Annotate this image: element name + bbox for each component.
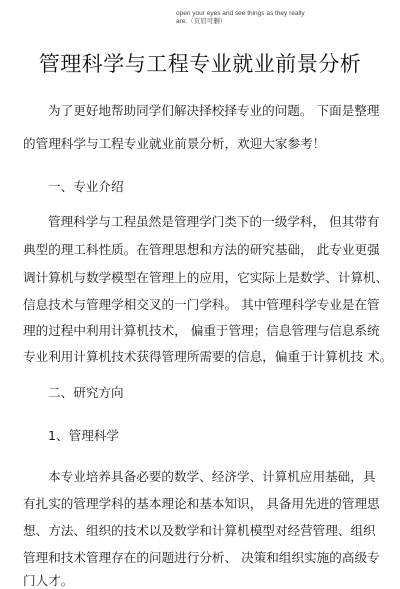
section-2-line: 本专业培养具备必要的数学、经济学、计算机应用基础，具	[48, 469, 376, 484]
subsection-1-heading: 1、管理科学	[48, 428, 119, 443]
section-1-line: 调计算机与数学模型在管理上的应用，它实际上是数学、计算机、	[23, 270, 389, 285]
section-2-line: 门人才。	[23, 573, 74, 588]
document-title: 管理科学与工程专业就业前景分析	[38, 52, 362, 76]
section-1-line: 管理科学与工程虽然是管理学门类下的一级学科， 但其带有	[48, 214, 380, 229]
section-2-line: 管理和技术管理存在的问题进行分析、 决策和组织实施的高级专	[23, 550, 380, 565]
section-1-line: 理的过程中利用计算机技术， 偏重于管理；信息管理与信息系统	[23, 323, 380, 338]
section-2-line: 有扎实的管理学科的基本理论和基本知识， 具备用先进的管理思	[23, 496, 380, 511]
section-1-line: 典型的理工科性质。在管理思想和方法的研究基础， 此专业更强	[23, 242, 380, 257]
header-note-line-2: are.（页眉可删）	[176, 18, 227, 25]
header-note	[176, 10, 336, 26]
section-1-heading: 一、专业介绍	[48, 179, 124, 194]
intro-line-2: 的管理科学与工程专业就业前景分析，欢迎大家参考！	[23, 136, 326, 151]
section-1-line: 专业利用计算机技术获得管理所需要的信息，偏重于计算机技 术。	[23, 349, 393, 364]
intro-line-1: 为了更好地帮助同学们解决择校择专业的问题。 下面是整理	[48, 103, 380, 118]
header-note-line-1: open your eyes and see things as they really	[176, 10, 305, 17]
section-1-line: 信息技术与管理学相交叉的一门学科。 其中管理科学专业是在管	[23, 297, 380, 312]
section-2-line: 想、方法、组织的技术以及数学和计算机模型对经营管理、组织	[23, 523, 376, 538]
section-2-heading: 二、研究方向	[48, 385, 124, 400]
